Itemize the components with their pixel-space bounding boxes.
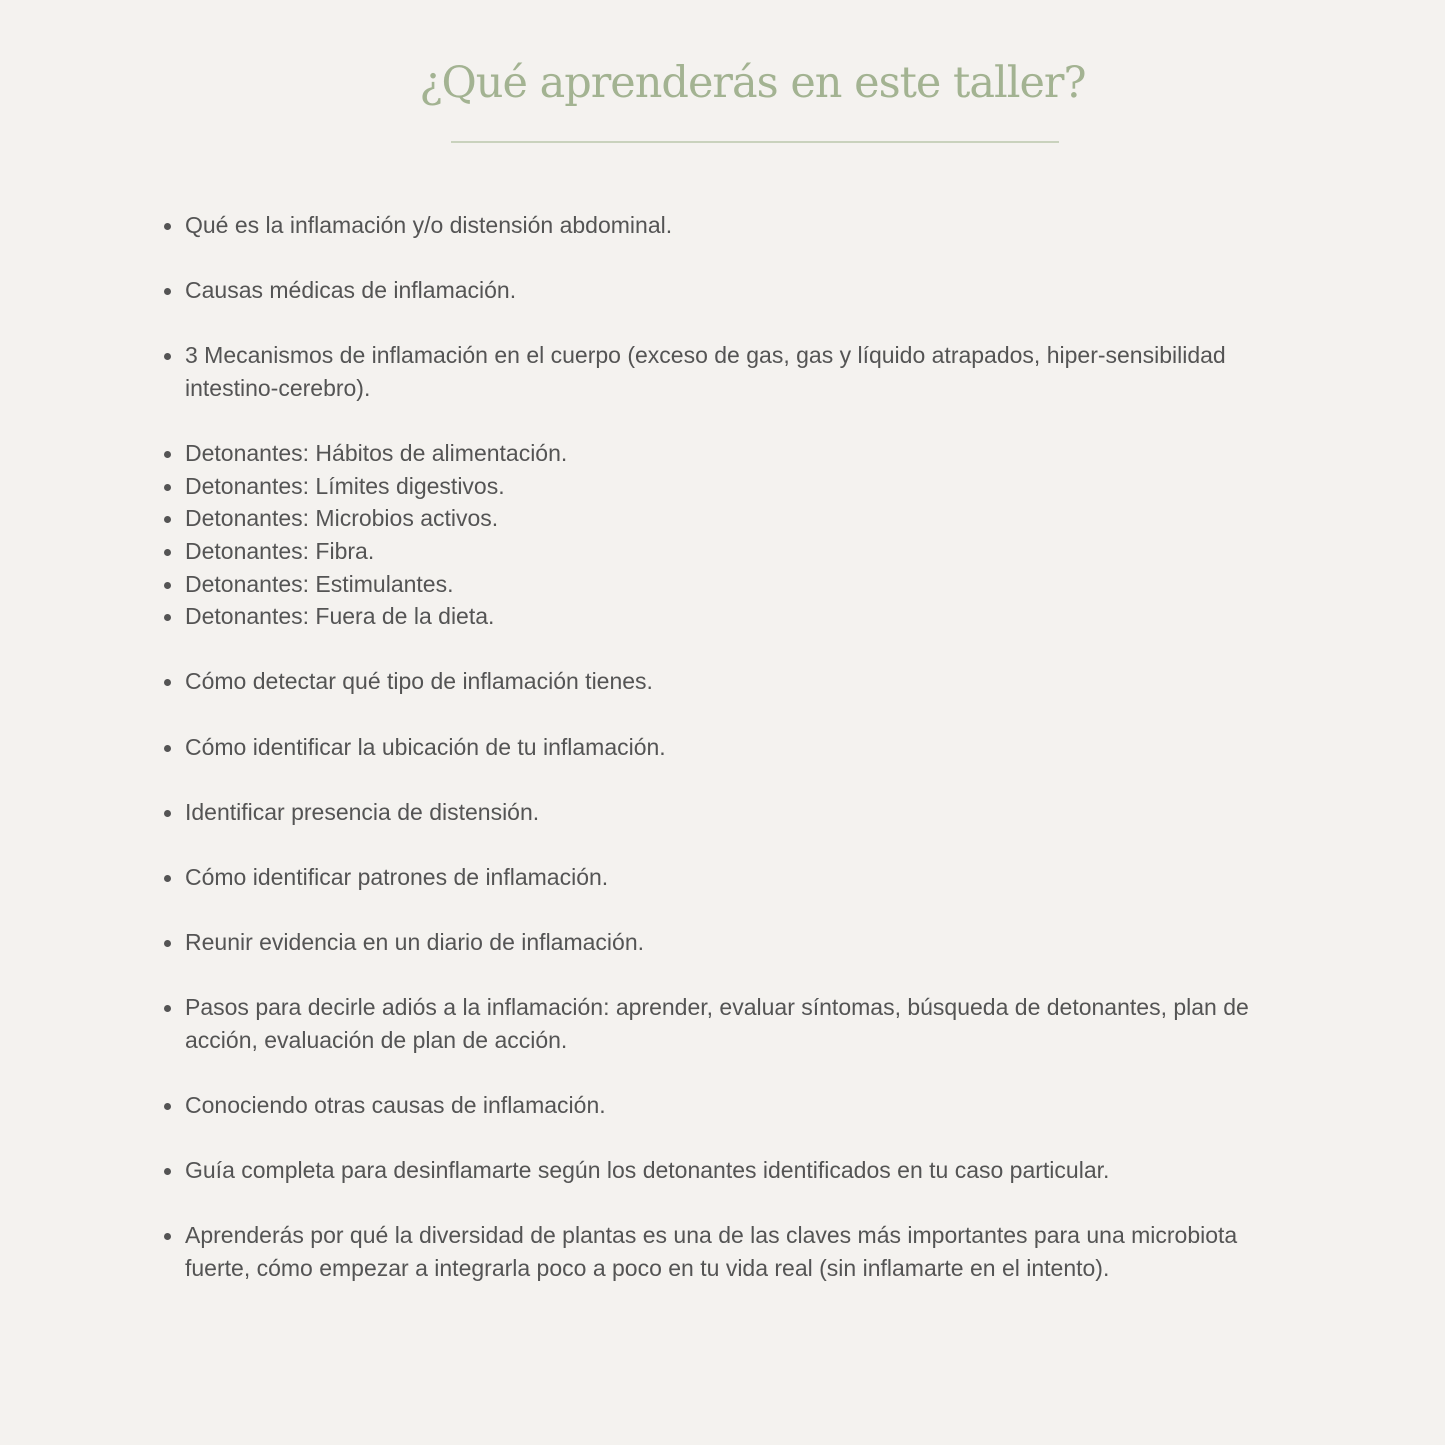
bullet-icon <box>164 745 171 752</box>
list-item <box>185 926 1305 959</box>
bullet-icon <box>164 223 171 230</box>
bullet-icon <box>164 679 171 686</box>
list-item <box>185 437 1305 470</box>
list-item <box>185 535 1305 568</box>
bullet-icon <box>164 940 171 947</box>
list-item <box>185 665 1305 698</box>
list-item-text: Detonantes: Estimulantes. <box>185 570 454 597</box>
list-item-text: Cómo identificar la ubicación de tu inflamación. <box>185 733 666 760</box>
list-item-text: Conociendo otras causas de inflamación. <box>185 1092 606 1119</box>
bullet-icon <box>164 614 171 621</box>
list-item-text: Detonantes: Fuera de la dieta. <box>185 603 495 630</box>
list-item-text: Causas médicas de inflamación. <box>185 277 517 304</box>
list-item <box>185 470 1305 503</box>
list-item-text: Detonantes: Límites digestivos. <box>185 472 505 499</box>
title-divider <box>451 141 1059 143</box>
bullet-icon <box>164 1103 171 1110</box>
list-item-text: Pasos para decirle adiós a la inflamación: aprender, evaluar síntomas, búsqueda de detonantes, plan de acción, evaluación de plan de acción. <box>185 994 1249 1053</box>
list-item-text: Identificar presencia de distensión. <box>185 798 540 825</box>
list-item <box>185 209 1305 242</box>
list-item-text: Reunir evidencia en un diario de inflamación. <box>185 929 645 956</box>
list-item-text: 3 Mecanismos de inflamación en el cuerpo (exceso de gas, gas y líquido atrapados, hiper-sensibilidad intestino-cerebro). <box>185 342 1226 401</box>
list-item-text: Detonantes: Fibra. <box>185 537 375 564</box>
page-title: ¿Qué aprenderás en este taller? <box>419 58 1086 108</box>
bullet-icon <box>164 875 171 882</box>
bullet-icon <box>164 1233 171 1240</box>
topics-list <box>185 209 1305 1285</box>
list-item <box>185 1219 1305 1284</box>
list-item <box>185 796 1305 829</box>
list-item-text: Guía completa para desinflamarte según los detonantes identificados en tu caso particular. <box>185 1157 1110 1184</box>
bullet-icon <box>164 810 171 817</box>
list-item <box>185 991 1305 1056</box>
bullet-icon <box>164 451 171 458</box>
list-item <box>185 731 1305 764</box>
bullet-icon <box>164 484 171 491</box>
list-item <box>185 339 1305 404</box>
list-item <box>185 1154 1305 1187</box>
list-item-text: Cómo detectar qué tipo de inflamación tienes. <box>185 668 653 695</box>
list-item <box>185 568 1305 601</box>
bullet-icon <box>164 516 171 523</box>
bullet-icon <box>164 1168 171 1175</box>
list-item-text: Detonantes: Microbios activos. <box>185 505 499 532</box>
list-item-text: Aprenderás por qué la diversidad de plantas es una de las claves más importantes para una microbiota fuerte, cómo empezar a integrarla poco a poco en tu vida real (sin inflamarte en el intento). <box>185 1222 1238 1281</box>
bullet-icon <box>164 1005 171 1012</box>
list-item-text: Detonantes: Hábitos de alimentación. <box>185 440 568 467</box>
list-item <box>185 1089 1305 1122</box>
bullet-icon <box>164 549 171 556</box>
bullet-icon <box>164 288 171 295</box>
bullet-icon <box>164 582 171 589</box>
list-item <box>185 600 1305 633</box>
list-item <box>185 861 1305 894</box>
bullet-icon <box>164 353 171 360</box>
list-item <box>185 502 1305 535</box>
list-item-text: Cómo identificar patrones de inflamación. <box>185 863 609 890</box>
list-item-text: Qué es la inflamación y/o distensión abdominal. <box>185 212 673 238</box>
list-item <box>185 274 1305 307</box>
